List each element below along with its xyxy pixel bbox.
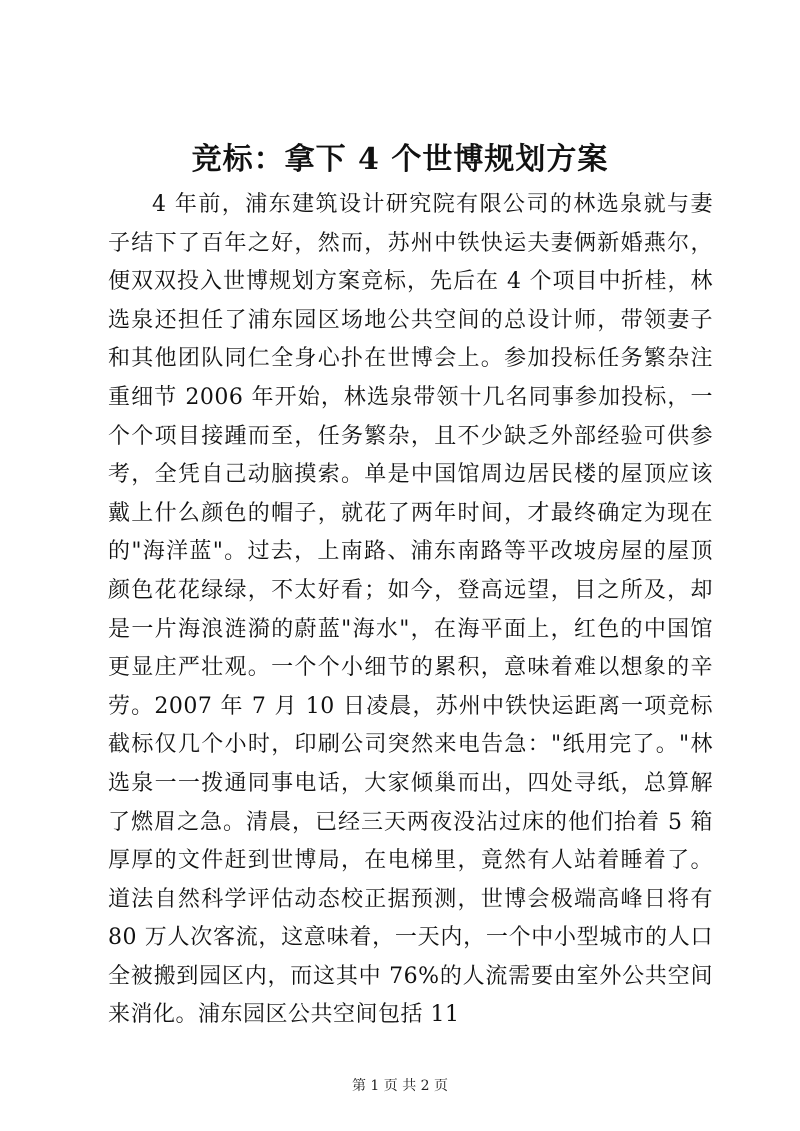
body-paragraph: 4 年前，浦东建筑设计研究院有限公司的林选泉就与妻子结下了百年之好，然而，苏州中铁快运夫妻俩新婚燕尔，便双双投入世博规划方案竞标，先后在 4 个项目中折桂，林选泉还担任了浦东园区场地公共空间的总设计师，带领妻子和其他团队同仁全身心扑在世博会上。参加投标任务繁杂注重细节 2006 年开始，林选泉带领十几名同事参加投标，一个个项目接踵而至，任务繁杂，且不少缺乏外部经验可供参考，全凭自己动脑摸索。单是中国馆周边居民楼的屋顶应该戴上什么颜色的帽子，就花了两年时间，才最终确定为现在的"海洋蓝"。过去，上南路、浦东南路等平改坡房屋的屋顶颜色花花绿绿，不太好看；如今，登高远望，目之所及，却是一片海浪涟漪的蔚蓝"海水"，在海平面上，红色的中国馆更显庄严壮观。一个个小细节的累积，意味着难以想象的辛劳。2007 年 7 月 10 日凌晨，苏州中铁快运距离一项竞标截标仅几个小时，印刷公司突然来电告急："纸用完了。"林选泉一一拨通同事电话，大家倾巢而出，四处寻纸，总算解了燃眉之急。清晨，已经三天两夜没沾过床的他们抬着 5 箱厚厚的文件赶到世博局，在电梯里，竟然有人站着睡着了。道法自然科学评估动态校正据预测，世博会极端高峰日将有 80 万人次客流，这意味着，一天内，一个中小型城市的人口全被搬到园区内，而这其中 76%的人流需要由室外公共空间来消化。浦东园区公共空间包括 11 — [108, 192, 713, 1028]
page-title: 竞标：拿下 4 个世博规划方案 — [191, 142, 609, 177]
page-number-footer: 第 1 页 共 2 页 — [351, 1078, 449, 1094]
